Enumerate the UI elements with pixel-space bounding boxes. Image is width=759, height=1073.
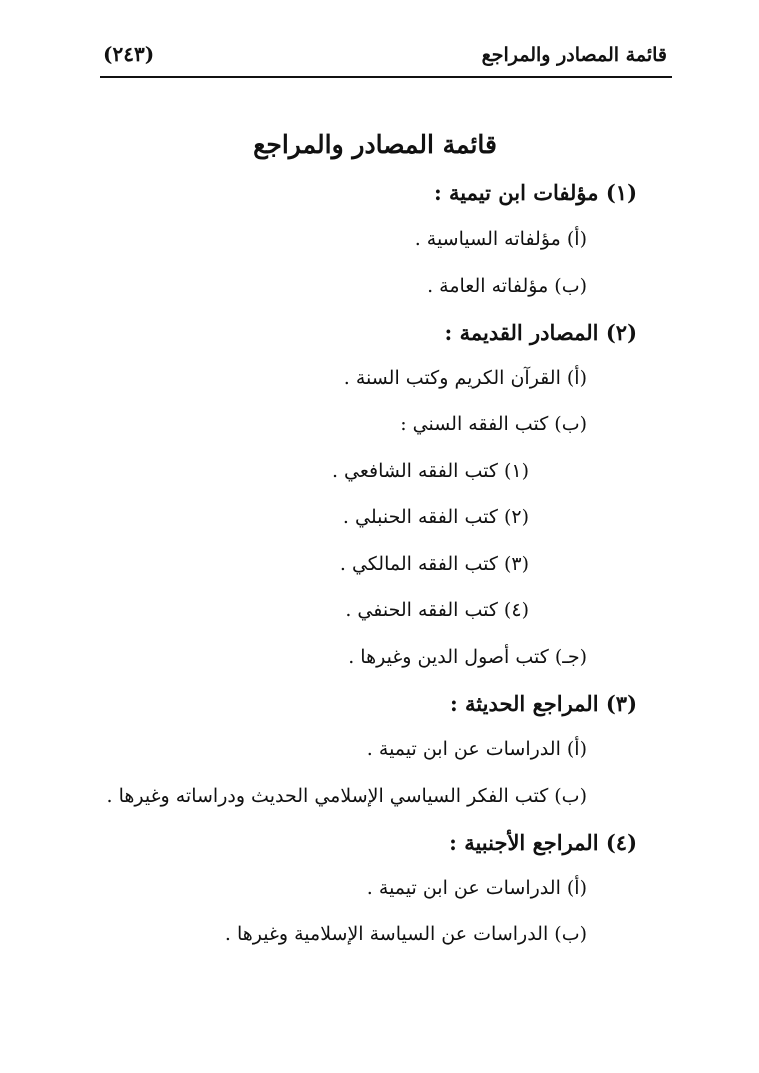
running-header-title: قائمة المصادر والمراجع — [481, 44, 667, 66]
list-item-2c: (جـ) كتب أصول الدين وغيرها . — [348, 646, 587, 668]
section-heading-3: (٣) المراجع الحديثة : — [449, 691, 637, 716]
list-item-2a: (أ) القرآن الكريم وكتب السنة . — [343, 367, 587, 389]
section-heading-2: (٢) المصادر القديمة : — [444, 320, 637, 345]
list-subitem-2b1: (١) كتب الفقه الشافعي . — [331, 460, 529, 482]
section-heading-4: (٤) المراجع الأجنبية : — [449, 830, 637, 855]
list-item-1a: (أ) مؤلفاته السياسية . — [414, 228, 587, 250]
list-subitem-2b2: (٢) كتب الفقه الحنبلي . — [342, 506, 529, 528]
page-number: (٢٤٣) — [103, 42, 155, 66]
section-heading-1: (١) مؤلفات ابن تيمية : — [433, 180, 637, 205]
header-divider — [100, 76, 672, 78]
list-subitem-2b3: (٣) كتب الفقه المالكي . — [339, 553, 529, 575]
list-item-1b: (ب) مؤلفاته العامة . — [427, 275, 587, 297]
list-item-3b: (ب) كتب الفكر السياسي الإسلامي الحديث ودراساته وغيرها . — [106, 785, 587, 807]
list-item-3a: (أ) الدراسات عن ابن تيمية . — [366, 738, 587, 760]
list-item-4a: (أ) الدراسات عن ابن تيمية . — [366, 877, 587, 899]
list-subitem-2b4: (٤) كتب الفقه الحنفي . — [345, 599, 529, 621]
list-item-2b: (ب) كتب الفقه السني : — [400, 413, 587, 435]
list-item-4b: (ب) الدراسات عن السياسة الإسلامية وغيرها . — [224, 923, 587, 945]
page-title: قائمة المصادر والمراجع — [253, 130, 497, 159]
